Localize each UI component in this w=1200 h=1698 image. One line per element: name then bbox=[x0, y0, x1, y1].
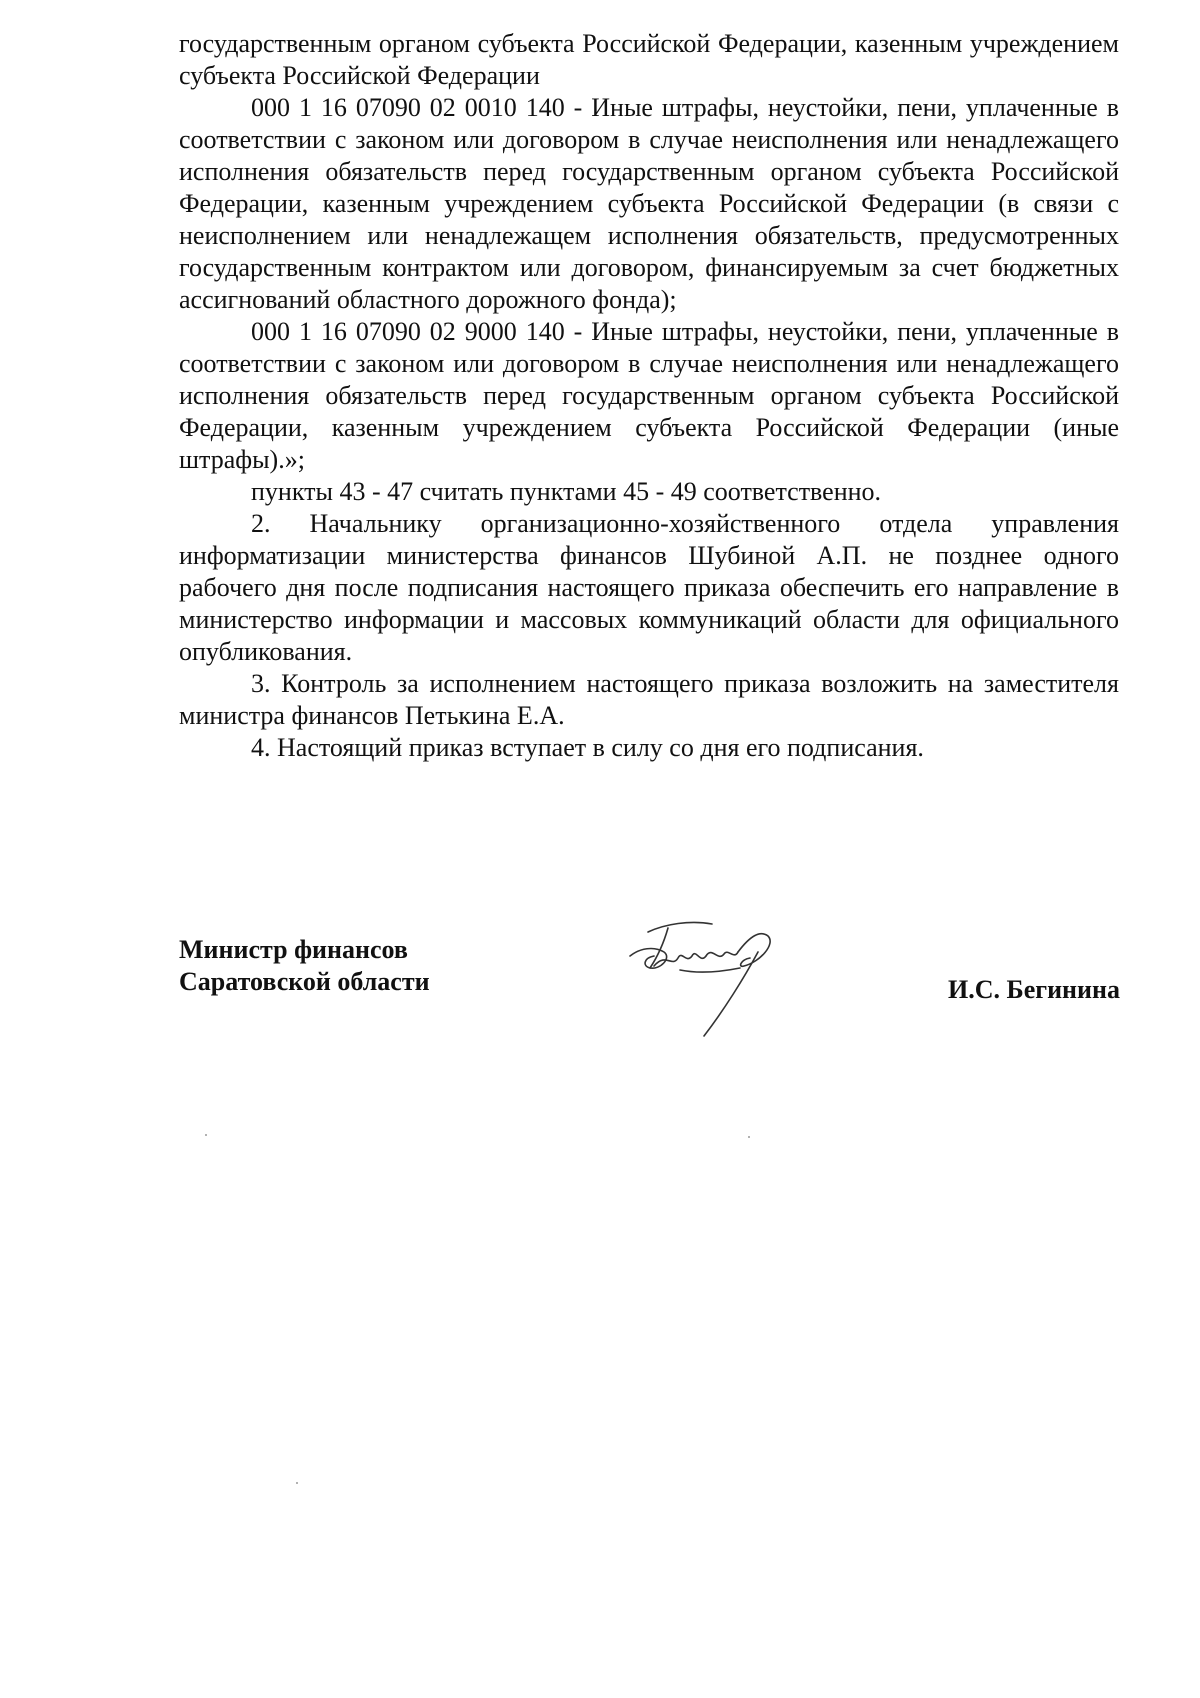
paragraph-item-2: 2. Начальнику организационно-хозяйственного отдела управления информатизации министерства финансов Шубиной А.П. не позднее одного рабочего дня после подписания настоящего приказа обеспечить его направление в министерство информации и массовых коммуникаций области для официального опубликования. bbox=[179, 509, 1119, 666]
paragraph-kbk-9000: 000 1 16 07090 02 9000 140 - Иные штрафы, неустойки, пени, уплаченные в соответствии с законом или договором в случае неисполнения или ненадлежащего исполнения обязательств перед государственным органом субъекта Российской Федерации, казенным учреждением субъекта Российской Федерации (иные штрафы).»; bbox=[179, 317, 1119, 474]
handwritten-signature-icon bbox=[620, 912, 800, 1042]
document-body bbox=[179, 28, 1119, 764]
scan-speck bbox=[296, 1482, 298, 1484]
signer-position bbox=[179, 934, 430, 998]
signer-position-line2: Саратовской области bbox=[179, 967, 430, 996]
paragraph-item-3: 3. Контроль за исполнением настоящего приказа возложить на заместителя министра финансов Петькина Е.А. bbox=[179, 669, 1119, 730]
paragraph-kbk-0010: 000 1 16 07090 02 0010 140 - Иные штрафы, неустойки, пени, уплаченные в соответствии с законом или договором в случае неисполнения или ненадлежащего исполнения обязательств перед государственным органом субъекта Российской Федерации, казенным учреждением субъекта Российской Федерации (в связи с неисполнением или ненадлежащем исполнения обязательств, предусмотренных государственным контрактом или договором, финансируемым за счет бюджетных ассигнований областного дорожного фонда); bbox=[179, 93, 1119, 314]
paragraph-continuation: государственным органом субъекта Российской Федерации, казенным учреждением субъекта Российской Федерации bbox=[179, 29, 1119, 90]
scan-speck bbox=[748, 1136, 750, 1138]
signer-position-line1: Министр финансов bbox=[179, 935, 408, 964]
paragraph-item-4: 4. Настоящий приказ вступает в силу со дня его подписания. bbox=[251, 733, 924, 762]
scan-speck bbox=[205, 1134, 207, 1136]
paragraph-renumbering: пункты 43 - 47 считать пунктами 45 - 49 соответственно. bbox=[251, 477, 882, 506]
signer-name: И.С. Бегинина bbox=[948, 975, 1120, 1004]
